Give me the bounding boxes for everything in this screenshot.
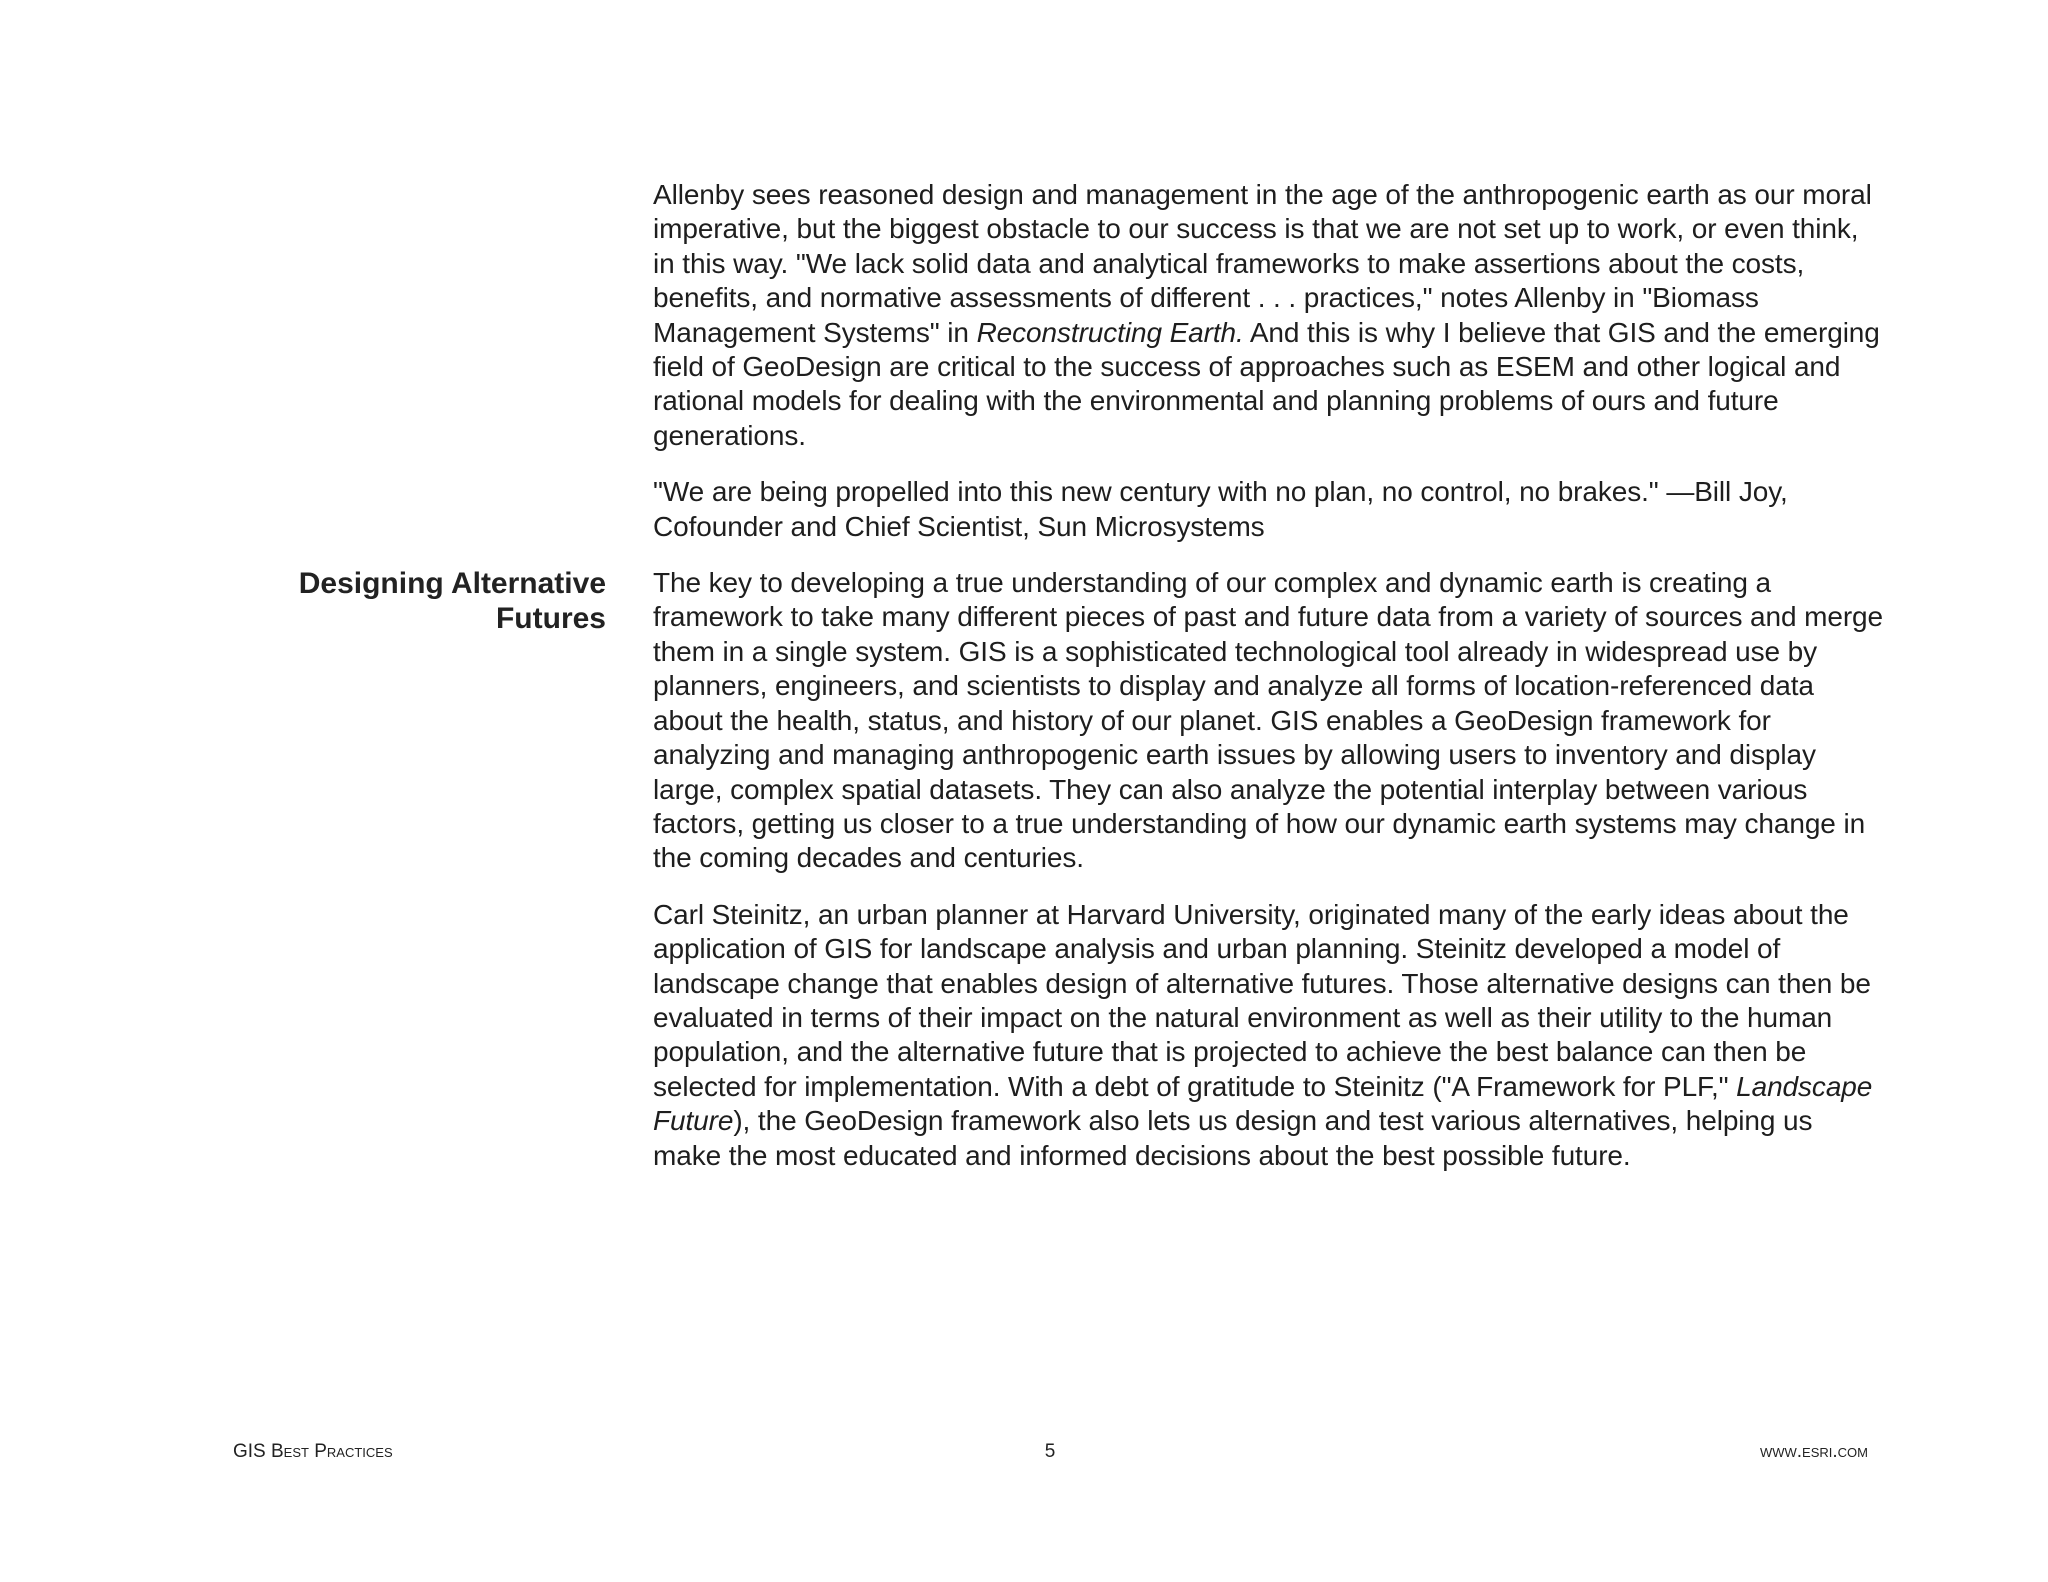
section-heading-line2: Futures (495, 602, 606, 635)
quote-bill-joy: "We are being propelled into this new century with no plan, no control, no brakes." —Bill Joy, Cofounder and Chief Scientist, Sun Microsystems (653, 476, 1788, 542)
body-column (653, 178, 1883, 1195)
footer-page-number: 5 (1044, 1441, 1056, 1462)
paragraph-text: Allenby sees reasoned design and management in the age of the anthropogenic earth as our moral imperative, but the biggest obstacle to our success is that we are not set up to work, or even think, in this way. "We lack solid data and analytical frameworks to make assertions about the costs, benefits, and normative assessments of different . . . practices," notes Allenby in "Biomass Management Systems" in (653, 179, 1872, 348)
paragraph-key-to-developing: The key to developing a true understanding of our complex and dynamic earth is creating a framework to take many different pieces of past and future data from a variety of sources and merge them in a single system. GIS is a sophisticated technological tool already in widespread use by planners, engineers, and scientists to display and analyze all forms of location-referenced data about the health, status, and history of our planet. GIS enables a GeoDesign framework for analyzing and managing anthropogenic earth issues by allowing users to inventory and display large, complex spatial datasets. They can also analyze the potential interplay between various factors, getting us closer to a true understanding of how our dynamic earth systems may change in the coming decades and centuries. (653, 567, 1883, 874)
paragraph-text: ), the GeoDesign framework also lets us design and test various alternatives, helping us make the most educated and informed decisions about the best possible future. (653, 1105, 1813, 1171)
section-heading (200, 566, 606, 636)
paragraph-allenby (653, 178, 1883, 453)
paragraph-text: And this is why I believe that GIS and the emerging field of GeoDesign are critical to the success of approaches such as ESEM and other logical and rational models for dealing with the environmental and planning problems of ours and future generations. (653, 316, 1880, 451)
footer-website: www.esri.com (1759, 1441, 1868, 1462)
paragraph-steinitz (653, 898, 1883, 1173)
section-heading-line1: Designing Alternative (298, 567, 606, 600)
footer-publication-title: GIS Best Practices (233, 1441, 393, 1462)
book-title: Landscape Future (653, 1070, 1873, 1137)
paragraph-text: Carl Steinitz, an urban planner at Harvard University, originated many of the early ideas about the application of GIS for landscape analysis and urban planning. Steinitz developed a model of landscape change that enables design of alternative futures. Those alternative designs can then be evaluated in terms of their impact on the natural environment as well as their utility to the human population, and the alternative future that is projected to achieve the best balance can then be selected for implementation. With a debt of gratitude to Steinitz ("A Framework for PLF," (653, 898, 1871, 1102)
book-title: Reconstructing Earth. (976, 316, 1244, 348)
